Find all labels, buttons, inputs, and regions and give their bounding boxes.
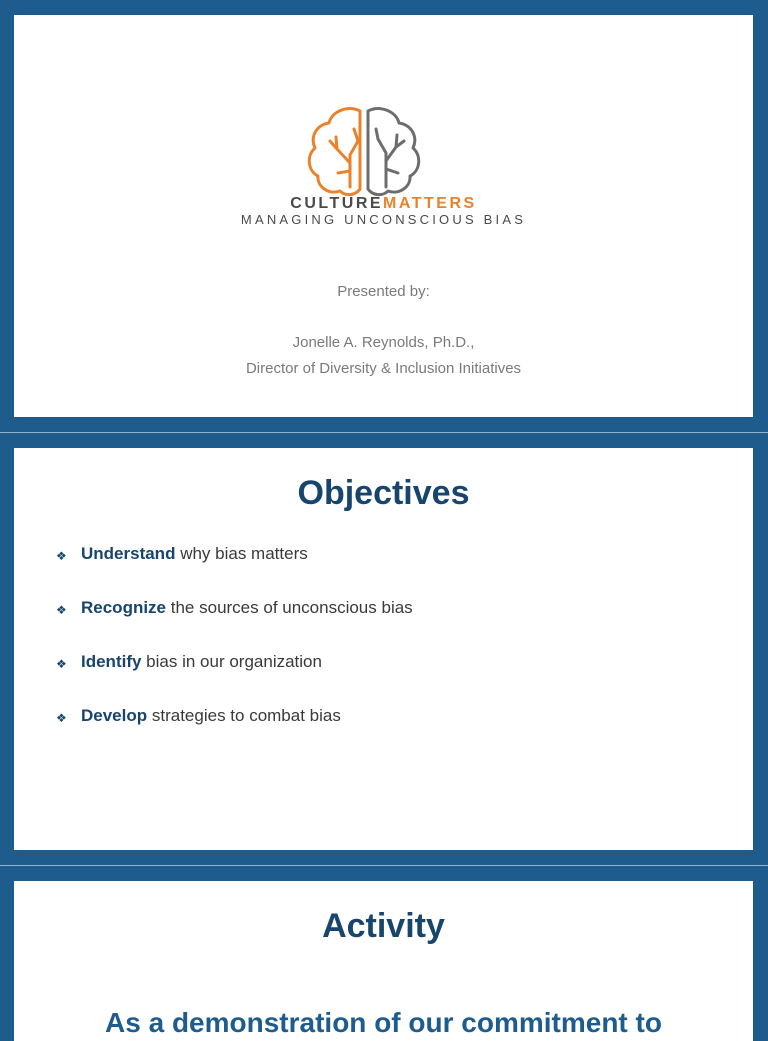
brand-culture: CULTURE [290, 195, 384, 212]
diamond-bullet-icon: ❖ [56, 549, 67, 563]
activity-slide [14, 881, 753, 1041]
slide-divider [0, 865, 768, 866]
list-item [54, 598, 413, 652]
bullet-text: strategies to combat bias [147, 706, 341, 725]
bullet-text: the sources of unconscious bias [166, 598, 413, 617]
diamond-bullet-icon: ❖ [56, 603, 67, 617]
presenter-name: Jonelle A. Reynolds, Ph.D., [292, 334, 475, 351]
list-item [54, 706, 413, 760]
bullet-keyword: Recognize [81, 598, 167, 617]
bullet-keyword: Identify [81, 652, 142, 671]
brand-tagline: MANAGING UNCONSCIOUS BIAS [240, 212, 527, 227]
objectives-list [54, 544, 413, 760]
bullet-text: why bias matters [175, 544, 308, 563]
diamond-bullet-icon: ❖ [56, 711, 67, 725]
list-item [54, 544, 413, 598]
objectives-slide [14, 448, 753, 850]
brand-matters: MATTERS [383, 195, 477, 212]
bullet-keyword: Understand [81, 544, 176, 563]
slide-title: Objectives [297, 474, 470, 512]
bullet-keyword: Develop [81, 706, 148, 725]
list-item [54, 652, 413, 706]
activity-text: As a demonstration of our commitment to [105, 1007, 662, 1038]
slide-divider [0, 432, 768, 433]
bullet-text: bias in our organization [141, 652, 322, 671]
presented-by-label: Presented by: [337, 283, 430, 300]
slide-title: Activity [322, 907, 445, 945]
brand-wordmark [14, 195, 753, 213]
title-slide [14, 15, 753, 417]
diamond-bullet-icon: ❖ [56, 657, 67, 671]
presenter-title: Director of Diversity & Inclusion Initiatives [245, 360, 522, 377]
